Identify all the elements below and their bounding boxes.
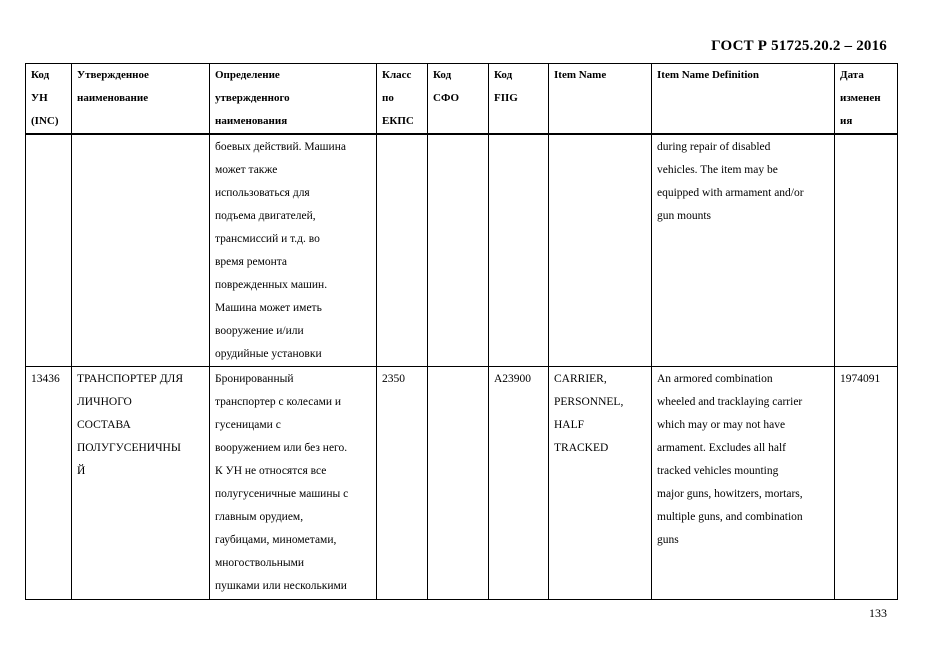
cell-sfo-code	[428, 134, 489, 367]
cell-class-ekps	[377, 134, 428, 367]
header-class-ekps: Класс по ЕКПС	[377, 64, 428, 135]
cell-fiig-code: A23900	[489, 367, 549, 600]
cell-item-name: CARRIER, PERSONNEL, HALF TRACKED	[549, 367, 652, 600]
table-row	[26, 367, 898, 600]
table-row-continuation	[26, 134, 898, 367]
page-number: 133	[869, 606, 887, 620]
document-header: ГОСТ Р 51725.20.2 – 2016	[711, 38, 887, 54]
header-item-name-definition: Item Name Definition	[652, 64, 835, 135]
cell-item-name-definition: during repair of disabled vehicles. The item may be equipped with armament and/or gun mounts	[652, 134, 835, 367]
cell-item-name	[549, 134, 652, 367]
cell-change-date: 1974091	[835, 367, 898, 600]
cell-change-date	[835, 134, 898, 367]
cell-class-ekps: 2350	[377, 367, 428, 600]
cell-approved-name	[72, 134, 210, 367]
cell-inc: 13436	[26, 367, 72, 600]
header-sfo-code: Код СФО	[428, 64, 489, 135]
table-header-row	[26, 64, 898, 135]
header-inc: Код УН (INC)	[26, 64, 72, 135]
header-change-date: Дата изменен ия	[835, 64, 898, 135]
cell-fiig-code	[489, 134, 549, 367]
cell-inc	[26, 134, 72, 367]
cell-definition-ru: Бронированный транспортер с колесами и гусеницами с вооружением или без него. К УН не относятся все полугусеничные машины с главным орудием, гаубицами, минометами, многоствольными пушками или несколькими	[210, 367, 377, 600]
header-definition-ru: Определение утвержденного наименования	[210, 64, 377, 135]
cell-approved-name: ТРАНСПОРТЕР ДЛЯ ЛИЧНОГО СОСТАВА ПОЛУГУСЕНИЧНЫ Й	[72, 367, 210, 600]
header-fiig-code: Код FIIG	[489, 64, 549, 135]
cell-definition-ru: боевых действий. Машина может также использоваться для подъема двигателей, трансмиссий и т.д. во время ремонта поврежденных машин. Машина может иметь вооружение и/или орудийные установки	[210, 134, 377, 367]
header-item-name: Item Name	[549, 64, 652, 135]
cell-item-name-definition: An armored combination wheeled and tracklaying carrier which may or may not have armament. Excludes all half tracked vehicles mounting major guns, howitzers, mortars, multiple guns, and combination guns	[652, 367, 835, 600]
inc-table	[25, 63, 898, 600]
header-approved-name: Утвержденное наименование	[72, 64, 210, 135]
cell-sfo-code	[428, 367, 489, 600]
